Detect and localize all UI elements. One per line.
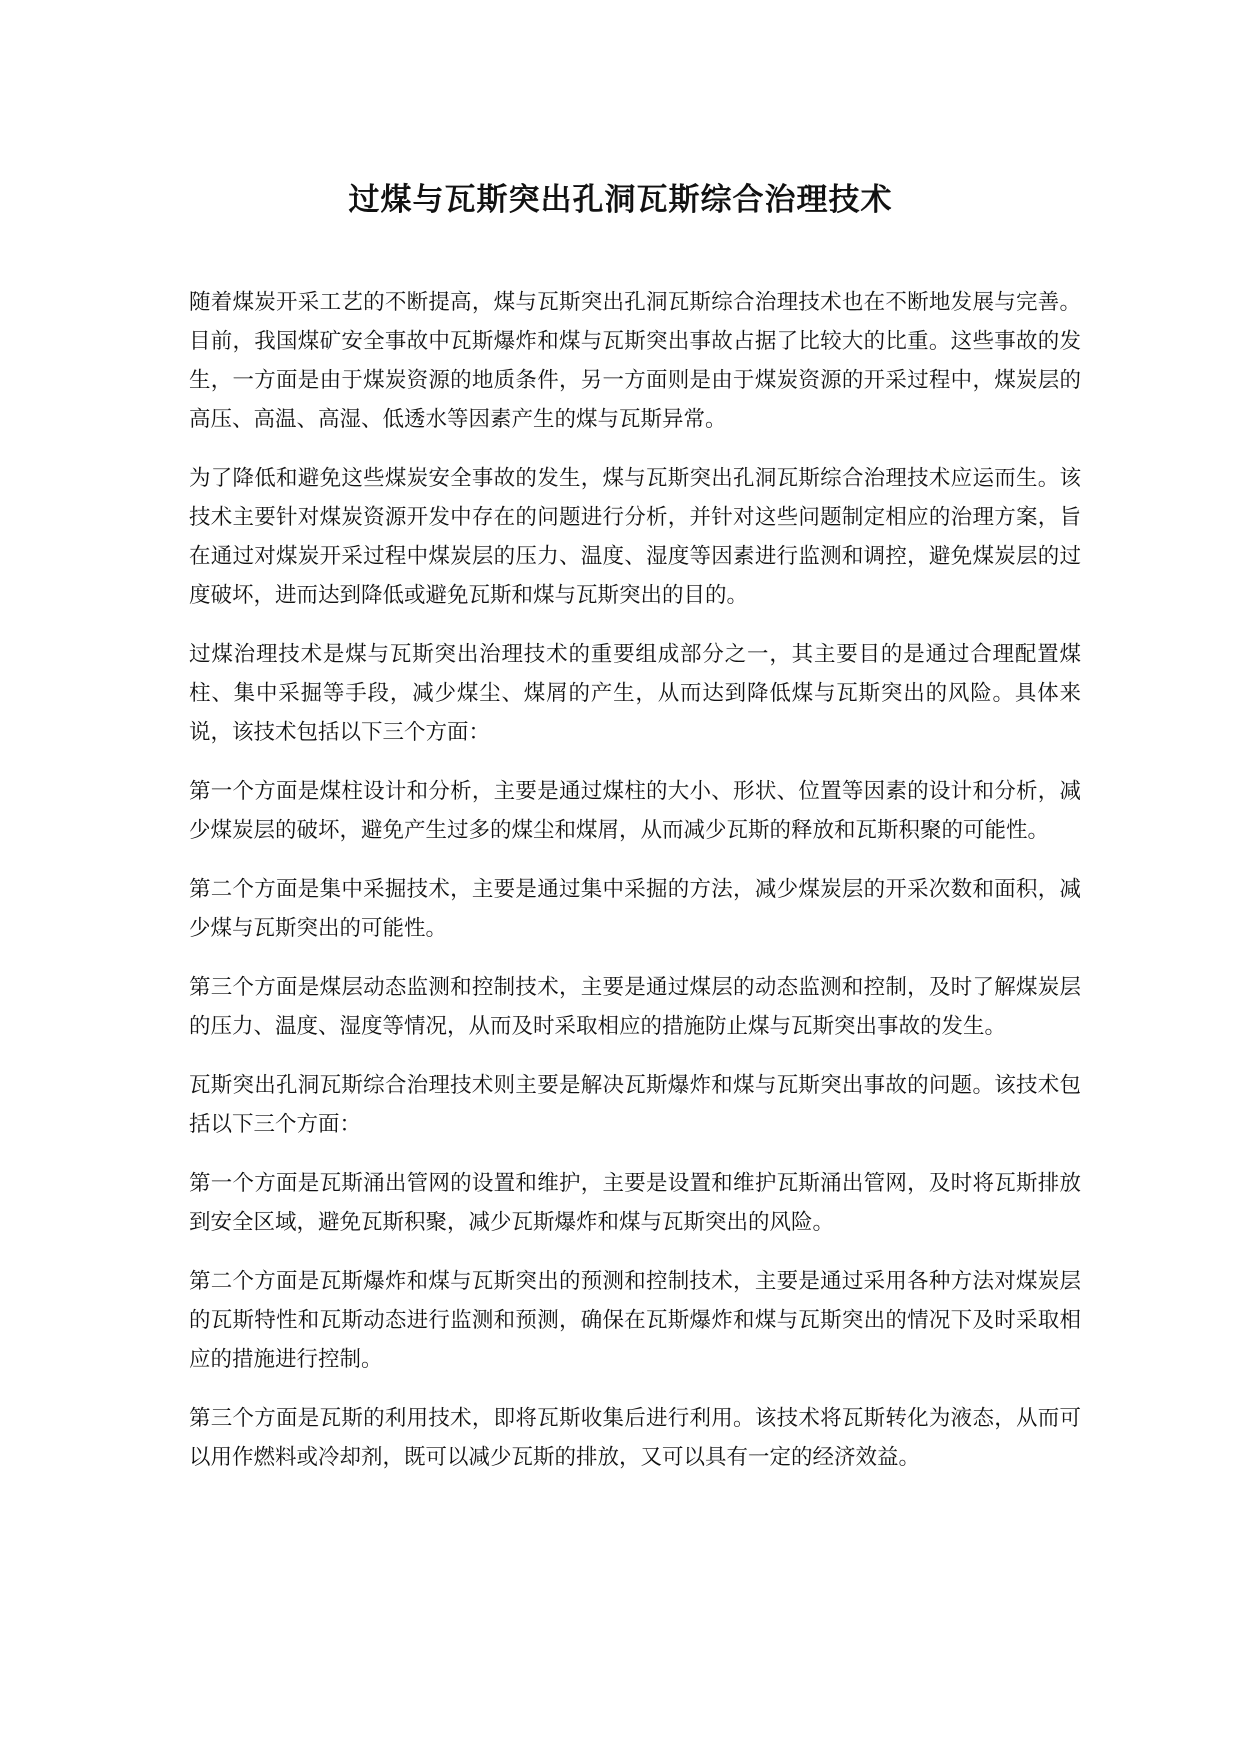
document-title: 过煤与瓦斯突出孔洞瓦斯综合治理技术 bbox=[348, 182, 893, 218]
document-body bbox=[189, 283, 1081, 1497]
paragraph-5: 第二个方面是集中采掘技术，主要是通过集中采掘的方法，减少煤炭层的开采次数和面积，减少煤与瓦斯突出的可能性。 bbox=[189, 877, 1081, 941]
paragraph-1: 随着煤炭开采工艺的不断提高，煤与瓦斯突出孔洞瓦斯综合治理技术也在不断地发展与完善。目前，我国煤矿安全事故中瓦斯爆炸和煤与瓦斯突出事故占据了比较大的比重。这些事故的发生，一方面是由于煤炭资源的地质条件，另一方面则是由于煤炭资源的开采过程中，煤炭层的高压、高温、高湿、低透水等因素产生的煤与瓦斯异常。 bbox=[189, 290, 1081, 432]
paragraph-10: 第三个方面是瓦斯的利用技术，即将瓦斯收集后进行利用。该技术将瓦斯转化为液态，从而可以用作燃料或冷却剂，既可以减少瓦斯的排放，又可以具有一定的经济效益。 bbox=[189, 1406, 1081, 1470]
paragraph-3: 过煤治理技术是煤与瓦斯突出治理技术的重要组成部分之一，其主要目的是通过合理配置煤柱、集中采掘等手段，减少煤尘、煤屑的产生，从而达到降低煤与瓦斯突出的风险。具体来说，该技术包括以下三个方面： bbox=[189, 642, 1081, 745]
paragraph-8: 第一个方面是瓦斯涌出管网的设置和维护，主要是设置和维护瓦斯涌出管网，及时将瓦斯排放到安全区域，避免瓦斯积聚，减少瓦斯爆炸和煤与瓦斯突出的风险。 bbox=[189, 1171, 1081, 1235]
paragraph-4: 第一个方面是煤柱设计和分析，主要是通过煤柱的大小、形状、位置等因素的设计和分析，减少煤炭层的破坏，避免产生过多的煤尘和煤屑，从而减少瓦斯的释放和瓦斯积聚的可能性。 bbox=[189, 779, 1081, 843]
paragraph-6: 第三个方面是煤层动态监测和控制技术，主要是通过煤层的动态监测和控制，及时了解煤炭层的压力、温度、湿度等情况，从而及时采取相应的措施防止煤与瓦斯突出事故的发生。 bbox=[189, 975, 1081, 1039]
paragraph-2: 为了降低和避免这些煤炭安全事故的发生，煤与瓦斯突出孔洞瓦斯综合治理技术应运而生。该技术主要针对煤炭资源开发中存在的问题进行分析，并针对这些问题制定相应的治理方案，旨在通过对煤炭开采过程中煤炭层的压力、温度、湿度等因素进行监测和调控，避免煤炭层的过度破坏，进而达到降低或避免瓦斯和煤与瓦斯突出的目的。 bbox=[189, 466, 1081, 608]
paragraph-7: 瓦斯突出孔洞瓦斯综合治理技术则主要是解决瓦斯爆炸和煤与瓦斯突出事故的问题。该技术包括以下三个方面： bbox=[189, 1073, 1081, 1137]
paragraph-9: 第二个方面是瓦斯爆炸和煤与瓦斯突出的预测和控制技术，主要是通过采用各种方法对煤炭层的瓦斯特性和瓦斯动态进行监测和预测，确保在瓦斯爆炸和煤与瓦斯突出的情况下及时采取相应的措施进行控制。 bbox=[189, 1269, 1081, 1372]
